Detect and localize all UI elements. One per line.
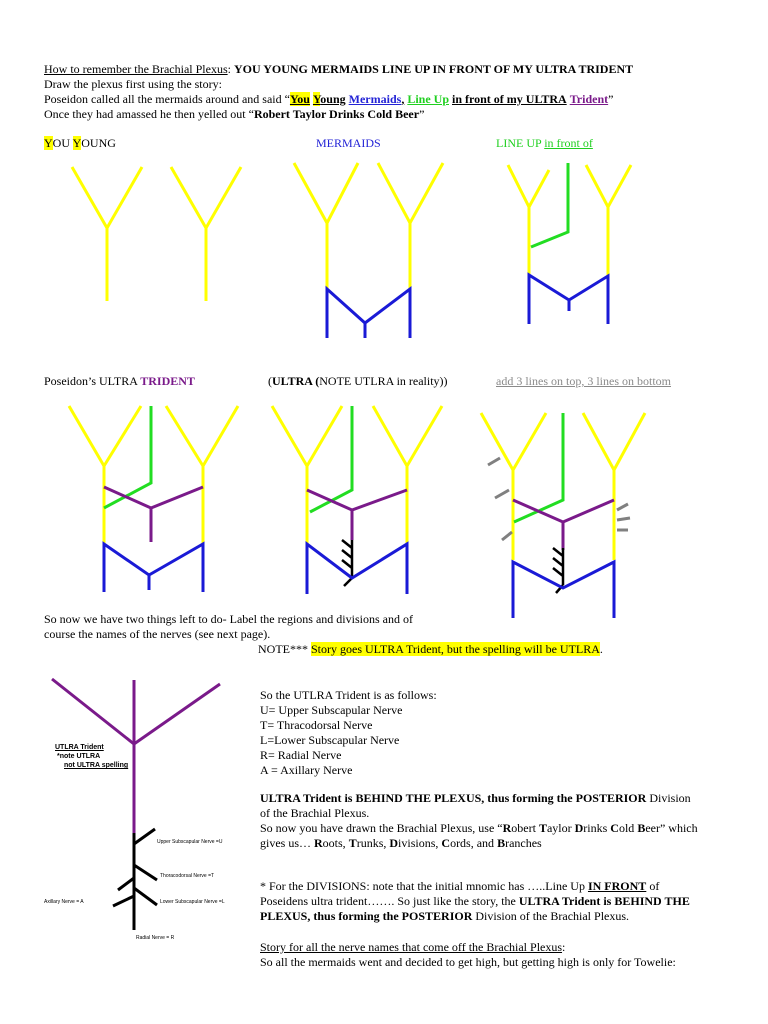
list-item: U= Upper Subscapular Nerve <box>260 703 403 717</box>
note-spelling: NOTE*** Story goes ULTRA Trident, but the spelling will be UTLRA. <box>258 642 603 656</box>
rtdcb-line-2: gives us… Roots, Trunks, Divisions, Cords, and Branches <box>260 836 542 850</box>
m-shape <box>529 275 608 324</box>
list-item: L=Lower Subscapular Nerve <box>260 733 400 747</box>
label-line-up: LINE UP in front of <box>496 136 593 150</box>
list-intro: So the UTLRA Trident is as follows: <box>260 688 437 702</box>
diagram-utlra-trident <box>52 679 223 930</box>
diagram-line-up <box>508 163 631 324</box>
label-ultra-note: (ULTRA (NOTE UTLRA in reality)) <box>268 374 448 388</box>
intro-line-4: Once they had amassed he then yelled out “Robert Taylor Drinks Cold Beer” <box>44 107 425 121</box>
label-poseidon-trident: Poseidon’s ULTRA TRIDENT <box>44 374 195 388</box>
list-item: R= Radial Nerve <box>260 748 342 762</box>
label-mermaids: MERMAIDS <box>316 136 381 150</box>
m-shape <box>104 544 203 592</box>
intro-line-1: How to remember the Brachial Plexus: YOU YOUNG MERMAIDS LINE UP IN FRONT OF MY ULTRA TRIDENT <box>44 62 634 76</box>
black-branches <box>342 540 352 586</box>
label-radial: Radial Nerve = R <box>136 935 175 941</box>
story-heading: Story for all the nerve names that come off the Brachial Plexus: <box>260 940 566 954</box>
label-lower-subscapular: Lower Subscapular Nerve =L <box>160 899 225 905</box>
green-line <box>531 163 568 247</box>
behind-plexus-line-1: ULTRA Trident is BEHIND THE PLEXUS, thus forming the POSTERIOR Division <box>260 791 691 805</box>
trident-title-2: *note UTLRA <box>57 753 101 760</box>
list-item: A = Axillary Nerve <box>260 763 353 777</box>
label-axillary: Axillary Nerve = A <box>44 899 84 905</box>
divisions-line-2: Poseidens ultra trident……. So just like the story, the ULTRA Trident is BEHIND THE <box>260 894 690 908</box>
intro-title: How to remember the Brachial Plexus <box>44 62 228 76</box>
label-add-lines: add 3 lines on top, 3 lines on bottom <box>496 374 671 388</box>
rtdcb-line-1: So now you have drawn the Brachial Plexus, use “Robert Taylor Drinks Cold Beer” which <box>260 821 698 835</box>
intro-line-2: Draw the plexus first using the story: <box>44 77 222 91</box>
label-upper-subscapular: Upper Subscapular Nerve =U <box>157 839 223 845</box>
mid-line-1: So now we have two things left to do- Label the regions and divisions and of <box>44 612 413 626</box>
purple-trident <box>104 487 203 542</box>
behind-plexus-line-2: of the Brachial Plexus. <box>260 806 370 820</box>
diagram-trident-2 <box>272 406 442 594</box>
intro-line-3: Poseidon called all the mermaids around and said “You Young Mermaids, Line Up in front of my ULTRA Trident” <box>44 92 614 106</box>
label-thoracodorsal: Thoracodorsal Nerve =T <box>160 873 215 879</box>
y-shape <box>171 167 241 301</box>
story-line: So all the mermaids went and decided to get high, but getting high is only for Towelie: <box>260 955 676 969</box>
diagram-mermaids <box>294 163 443 338</box>
purple-trident <box>307 490 407 540</box>
gray-ticks <box>488 458 630 540</box>
m-shape <box>307 544 407 594</box>
trident-title-3: not ULTRA spelling <box>64 762 129 769</box>
intro-mnemonic: YOU YOUNG MERMAIDS LINE UP IN FRONT OF MY ULTRA TRIDENT <box>233 62 634 76</box>
diagram-trident-1 <box>69 406 238 592</box>
diagram-trident-3 <box>481 413 645 618</box>
divisions-line-3: PLEXUS, thus forming the POSTERIOR Division of the Brachial Plexus. <box>260 909 630 923</box>
nerve-branches <box>113 829 157 930</box>
m-shape <box>327 289 410 338</box>
divisions-line-1: * For the DIVISIONS: note that the initial mnomic has …..Line Up IN FRONT of <box>260 879 660 893</box>
y-shape <box>72 167 142 301</box>
green-line <box>514 413 563 522</box>
list-item: T= Thracodorsal Nerve <box>260 718 373 732</box>
mid-line-2: course the names of the nerves (see next page). <box>44 627 271 641</box>
trident-title-1: UTLRA Trident <box>55 744 104 751</box>
note-highlight: Story goes ULTRA Trident, but the spelling will be UTLRA <box>311 642 600 656</box>
label-you-young: YOU YOUNG <box>44 136 116 150</box>
diagram-you-young <box>72 167 241 301</box>
purple-trident <box>513 500 614 550</box>
